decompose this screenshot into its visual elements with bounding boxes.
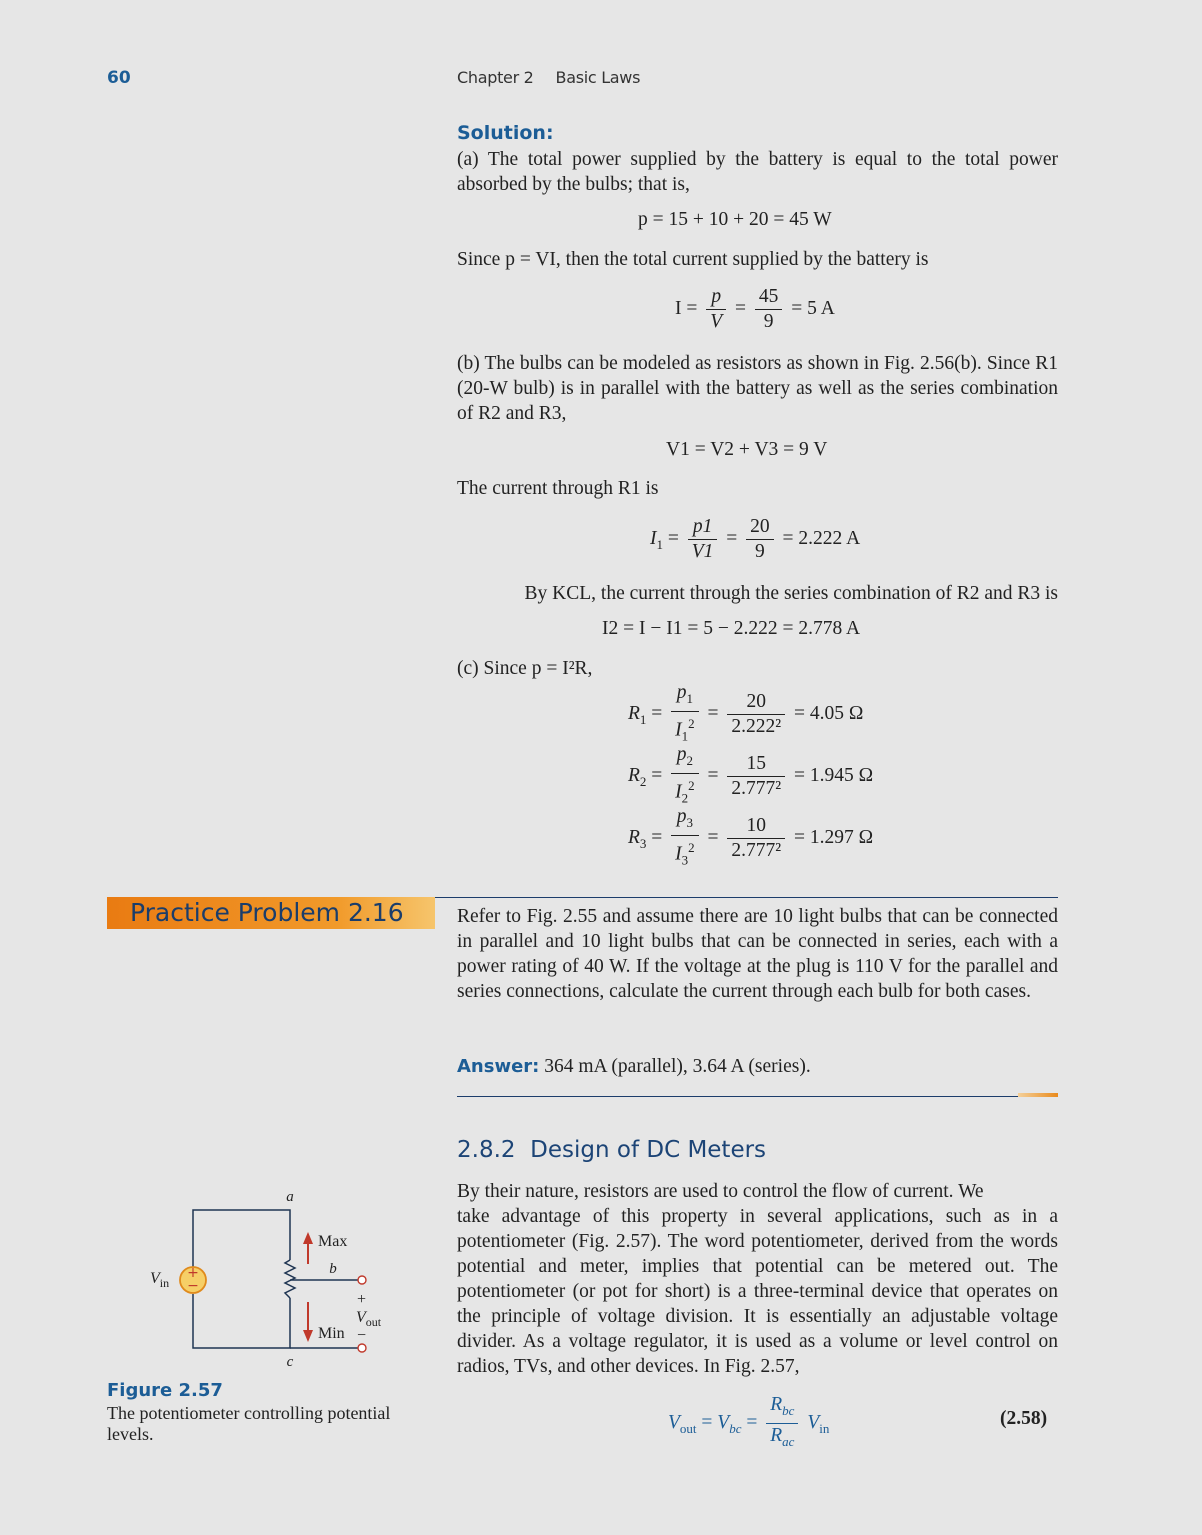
section-number: 2.8.2 bbox=[457, 1137, 516, 1163]
current-r1-text: The current through R1 is bbox=[457, 478, 659, 499]
section-first-line: By their nature, resistors are used to control the flow of current. We bbox=[457, 1181, 984, 1202]
terminal-b bbox=[358, 1276, 366, 1284]
solution-part-a: (a) The total power supplied by the battery is equal to the total power absorbed by the bulbs; that is, bbox=[457, 149, 1058, 195]
chapter-label: Chapter 2 bbox=[457, 68, 534, 87]
solution-part-c: (c) Since p = I²R, bbox=[457, 658, 593, 679]
svg-text:+: + bbox=[187, 1265, 199, 1281]
vin-label: $V_{in}$ bbox=[150, 1270, 170, 1290]
equation-v1: V1 = V2 + V3 = 9 V bbox=[666, 439, 828, 460]
equation-label: (2.58) bbox=[1000, 1408, 1048, 1429]
svg-text:−: − bbox=[187, 1278, 199, 1294]
practice-bottom-rule bbox=[457, 1096, 1058, 1097]
section-heading bbox=[457, 1137, 766, 1163]
min-label: Min bbox=[318, 1325, 345, 1342]
node-c-label: c bbox=[286, 1354, 294, 1370]
practice-title: Practice Problem 2.16 bbox=[130, 898, 404, 927]
answer-label: Answer: bbox=[457, 1056, 540, 1077]
chapter-title: Basic Laws bbox=[555, 68, 641, 87]
practice-text: Refer to Fig. 2.55 and assume there are 10 light bulbs that can be connected in parallel and 10 light bulbs that can be connected in series, each with a power rating of 40 W. If the voltage at the plug is 110 V for the parallel and series connections, calculate the current through each bulb for both cases. bbox=[457, 906, 1058, 1002]
equation-r2: $R_2$ = $\frac{p_2}{I_2^2}$ = $\frac{15}{\text{2.777²}}$ = 1.945 Ω bbox=[628, 744, 874, 806]
equation-current: I = $\frac{p}{V}$ = $\frac{45}{9}$ = 5 A bbox=[675, 286, 835, 332]
minus-label: − bbox=[357, 1327, 367, 1344]
equation-2-58: $V_{out} = V_{bc}$ = $\frac{R_{bc}}{R_{ac}}$ $V_{in}$ bbox=[668, 1394, 830, 1449]
equation-i1: $I_1$ = $\frac{p1}{V1}$ = $\frac{20}{9}$ = 2.222 A bbox=[650, 516, 861, 562]
potentiometer-circuit bbox=[140, 1180, 400, 1375]
equation-r3: $R_3$ = $\frac{p_3}{I_3^2}$ = $\frac{10}{\text{2.777²}}$ = 1.297 Ω bbox=[628, 806, 874, 868]
plus-label: + bbox=[357, 1291, 367, 1308]
up-arrow bbox=[303, 1232, 313, 1244]
equation-power: p = 15 + 10 + 20 = 45 W bbox=[638, 209, 832, 230]
terminal-c bbox=[358, 1344, 366, 1352]
figure-caption bbox=[107, 1380, 437, 1445]
answer-text: 364 mA (parallel), 3.64 A (series). bbox=[544, 1056, 811, 1077]
page-number: 60 bbox=[107, 68, 131, 88]
figure-caption-text: The potentiometer controlling potential levels. bbox=[107, 1403, 391, 1444]
equation-r1: $R_1$ = $\frac{p_1}{I_1^2}$ = $\frac{20}{\text{2.222²}}$ = 4.05 Ω bbox=[628, 682, 864, 744]
solution-heading: Solution: bbox=[457, 122, 554, 144]
node-b-label: b bbox=[329, 1261, 337, 1277]
since-text: Since p = VI, then the total current supplied by the battery is bbox=[457, 249, 929, 270]
vout-label: $V_{out}$ bbox=[356, 1309, 382, 1329]
figure-label: Figure 2.57 bbox=[107, 1380, 223, 1401]
max-label: Max bbox=[318, 1233, 348, 1250]
equation-i2: I2 = I − I1 = 5 − 2.222 = 2.778 A bbox=[602, 618, 861, 639]
kcl-text: By KCL, the current through the series combination of R2 and R3 is bbox=[524, 583, 1058, 604]
rule-accent bbox=[1018, 1093, 1058, 1097]
practice-answer bbox=[457, 1054, 1058, 1079]
section-title: Design of DC Meters bbox=[530, 1137, 767, 1163]
node-a-label: a bbox=[286, 1189, 294, 1205]
practice-top-rule bbox=[435, 897, 1058, 898]
solution-part-b: (b) The bulbs can be modeled as resistors as shown in Fig. 2.56(b). Since R1 (20-W bulb) is in parallel with the battery as well as the series combination of R2 and R3, bbox=[457, 353, 1058, 424]
section-body: take advantage of this property in several applications, such as in a potentiometer (Fig. 2.57). The word potentiometer, derived from the words potential and meter, implies that potential can be metered out. The potentiometer (or pot for short) is a three-terminal device that operates on the principle of voltage division. It is essentially an adjustable voltage divider. As a voltage regulator, it is used as a volume or level control on radios, TVs, and other devices. In Fig. 2.57, bbox=[457, 1206, 1058, 1377]
down-arrow bbox=[303, 1330, 313, 1342]
running-header bbox=[457, 68, 640, 87]
